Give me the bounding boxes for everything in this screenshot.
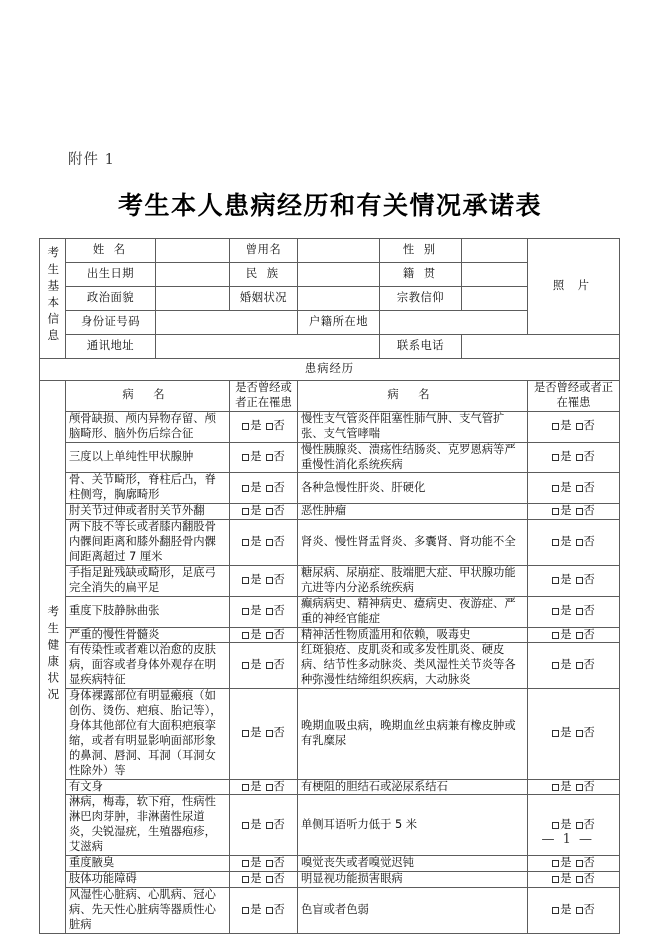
table-row: [40, 504, 620, 520]
table-row: [40, 520, 620, 566]
field-household-location[interactable]: [380, 311, 528, 335]
yes-checkbox[interactable]: [242, 784, 249, 791]
yes-label: 是: [560, 726, 572, 740]
no-checkbox[interactable]: [266, 730, 273, 737]
no-checkbox[interactable]: [576, 784, 583, 791]
yes-checkbox[interactable]: [242, 423, 249, 430]
table-row: [40, 442, 620, 473]
yes-checkbox[interactable]: [552, 632, 559, 639]
no-checkbox[interactable]: [576, 662, 583, 669]
yes-checkbox[interactable]: [552, 423, 559, 430]
yes-checkbox[interactable]: [552, 876, 559, 883]
status-checkbox-group-right[interactable]: [528, 520, 620, 566]
no-label: 否: [273, 480, 285, 494]
no-label: 否: [583, 817, 595, 831]
no-label: 否: [583, 902, 595, 916]
status-checkbox-group-left[interactable]: [230, 627, 298, 643]
no-label: 否: [273, 902, 285, 916]
label-former-name: 曾用名: [230, 239, 298, 263]
disease-name-left: 有传染性或者难以治愈的皮肤病，面容或者身体外观存在明显疾病特征: [66, 643, 230, 689]
status-checkbox-group-left[interactable]: [230, 689, 298, 779]
no-label: 否: [273, 872, 285, 885]
no-checkbox[interactable]: [266, 539, 273, 546]
no-label: 否: [273, 604, 285, 618]
table-row: [40, 795, 620, 856]
yes-label: 是: [560, 817, 572, 831]
yes-label: 是: [250, 604, 262, 618]
status-checkbox-group-right[interactable]: [528, 565, 620, 596]
no-label: 否: [583, 726, 595, 740]
status-checkbox-group-right[interactable]: [528, 689, 620, 779]
basic-info-side-label: 考生基本信息: [40, 239, 66, 359]
no-label: 否: [273, 627, 285, 641]
label-ethnicity: 民 族: [230, 263, 298, 287]
disease-name-left: 三度以上单纯性甲状腺肿: [66, 442, 230, 473]
no-checkbox[interactable]: [576, 577, 583, 584]
disease-name-left: 有文身: [66, 779, 230, 795]
field-native-place[interactable]: [462, 263, 528, 287]
label-contact-phone: 联系电话: [380, 335, 462, 359]
status-checkbox-group-left[interactable]: [230, 887, 298, 933]
no-label: 否: [273, 726, 285, 740]
no-label: 否: [583, 480, 595, 494]
table-row: [40, 335, 620, 359]
no-checkbox[interactable]: [266, 907, 273, 914]
no-checkbox[interactable]: [576, 485, 583, 492]
no-checkbox[interactable]: [266, 662, 273, 669]
yes-label: 是: [250, 535, 262, 549]
yes-checkbox[interactable]: [242, 485, 249, 492]
disease-name-left: 身体裸露部位有明显瘢痕（如创伤、烫伤、疤痕、胎记等），身体其他部位有大面积疤痕挛缩，或者有明显影响面部形象的鼻洞、唇洞、耳洞（耳洞女性除外）等: [66, 689, 230, 779]
table-row: [40, 565, 620, 596]
col-header-status-left: 是否曾经或者正在罹患: [230, 381, 298, 412]
status-checkbox-group-right[interactable]: [528, 779, 620, 795]
disease-name-left: 风湿性心脏病、心肌病、冠心病、先天性心脏病等器质性心脏病: [66, 887, 230, 933]
health-status-side-label: 考生健康状况: [40, 381, 66, 934]
yes-checkbox[interactable]: [552, 577, 559, 584]
no-checkbox[interactable]: [576, 632, 583, 639]
no-checkbox[interactable]: [266, 822, 273, 829]
status-checkbox-group-right[interactable]: [528, 596, 620, 627]
yes-label: 是: [560, 627, 572, 641]
no-label: 否: [583, 604, 595, 618]
table-row: [40, 779, 620, 795]
no-checkbox[interactable]: [266, 454, 273, 461]
label-id-number: 身份证号码: [66, 311, 156, 335]
table-row: [40, 239, 620, 263]
yes-checkbox[interactable]: [552, 907, 559, 914]
disease-name-right: 肾炎、慢性肾盂肾炎、多囊肾、肾功能不全: [298, 520, 528, 566]
no-label: 否: [273, 658, 285, 672]
yes-checkbox[interactable]: [552, 860, 559, 867]
no-checkbox[interactable]: [576, 423, 583, 430]
label-name: 姓 名: [66, 239, 156, 263]
status-checkbox-group-left[interactable]: [230, 596, 298, 627]
no-checkbox[interactable]: [266, 876, 273, 883]
label-household-location: 户籍所在地: [298, 311, 380, 335]
no-checkbox[interactable]: [266, 632, 273, 639]
no-checkbox[interactable]: [576, 608, 583, 615]
page-title: 考生本人患病经历和有关情况承诺表: [117, 191, 542, 220]
no-label: 否: [583, 658, 595, 672]
no-checkbox[interactable]: [576, 860, 583, 867]
status-checkbox-group-right[interactable]: [528, 504, 620, 520]
yes-label: 是: [560, 573, 572, 587]
no-label: 否: [273, 856, 285, 870]
disease-name-right: 癫病病史、精神病史、癔病史、夜游症、严重的神经官能症: [298, 596, 528, 627]
status-checkbox-group-right[interactable]: [528, 643, 620, 689]
table-row: [40, 473, 620, 504]
attachment-label: 附件 1: [68, 152, 115, 168]
table-row: [40, 411, 620, 442]
label-marital-status: 婚姻状况: [230, 287, 298, 311]
no-checkbox[interactable]: [576, 822, 583, 829]
no-label: 否: [583, 450, 595, 464]
no-label: 否: [583, 419, 595, 433]
disease-name-left: 肢体功能障碍: [66, 872, 230, 888]
no-label: 否: [583, 856, 595, 870]
disease-name-left: 两下肢不等长或者膝内翻股骨内髁间距离和膝外翻胫骨内髁间距离超过 7 厘米: [66, 520, 230, 566]
section-band-disease-history: 患病经历: [40, 359, 620, 381]
no-label: 否: [273, 419, 285, 433]
disease-name-right: 晚期血吸虫病，晚期血丝虫病兼有橡皮肿或有乳糜尿: [298, 689, 528, 779]
disease-name-left: 颅骨缺损、颅内异物存留、颅脑畸形、脑外伤后综合征: [66, 411, 230, 442]
disease-name-right: 红斑狼疮、皮肌炎和或多发性肌炎、硬皮病、结节性多动脉炎、类风湿性关节炎等各种弥漫性结缔组织疾病，大动脉炎: [298, 643, 528, 689]
disease-name-right: 嗅觉丧失或者嗅觉迟钝: [298, 856, 528, 872]
no-label: 否: [273, 450, 285, 464]
disease-name-right: 色盲或者色弱: [298, 887, 528, 933]
yes-label: 是: [250, 779, 262, 793]
field-contact-phone[interactable]: [462, 335, 620, 359]
yes-label: 是: [560, 450, 572, 464]
disease-name-left: 淋病，梅毒，软下疳，性病性淋巴肉芽肿，非淋菌性尿道炎，尖锐湿疣，生殖器疱疹，艾滋病: [66, 795, 230, 856]
no-checkbox[interactable]: [266, 577, 273, 584]
yes-label: 是: [250, 480, 262, 494]
field-marital-status[interactable]: [298, 287, 380, 311]
form-table-wrapper: [39, 238, 619, 934]
yes-label: 是: [250, 419, 262, 433]
status-checkbox-group-right[interactable]: [528, 887, 620, 933]
status-checkbox-group-left[interactable]: [230, 856, 298, 872]
status-checkbox-group-right[interactable]: [528, 411, 620, 442]
field-religion[interactable]: [462, 287, 528, 311]
yes-checkbox[interactable]: [242, 577, 249, 584]
yes-checkbox[interactable]: [242, 454, 249, 461]
yes-checkbox[interactable]: [242, 539, 249, 546]
yes-checkbox[interactable]: [552, 485, 559, 492]
yes-checkbox[interactable]: [242, 860, 249, 867]
disease-name-right: 各种急慢性肝炎、肝硬化: [298, 473, 528, 504]
no-label: 否: [273, 504, 285, 518]
disease-name-left: 严重的慢性骨髓炎: [66, 627, 230, 643]
col-header-status-right: 是否曾经或者正在罹患: [528, 381, 620, 412]
disease-name-right: 明显视功能损害眼病: [298, 872, 528, 888]
field-former-name[interactable]: [298, 239, 380, 263]
table-row: [40, 887, 620, 933]
yes-label: 是: [560, 419, 572, 433]
disease-name-right: 糖尿病、尿崩症、肢端肥大症、甲状腺功能亢进等内分泌系统疾病: [298, 565, 528, 596]
no-label: 否: [273, 779, 285, 793]
field-id-number[interactable]: [156, 311, 298, 335]
yes-label: 是: [250, 573, 262, 587]
label-native-place: 籍 贯: [380, 263, 462, 287]
no-checkbox[interactable]: [266, 508, 273, 515]
yes-label: 是: [250, 817, 262, 831]
no-label: 否: [583, 627, 595, 641]
col-header-disease-name-right: 病 名: [298, 381, 528, 412]
status-checkbox-group-left[interactable]: [230, 473, 298, 504]
no-label: 否: [583, 872, 595, 885]
no-label: 否: [273, 573, 285, 587]
status-checkbox-group-right[interactable]: [528, 473, 620, 504]
disease-name-left: 肘关节过伸或者肘关节外翻: [66, 504, 230, 520]
disease-name-right: 慢性支气管炎伴阻塞性肺气肿、支气管扩张、支气管哮喘: [298, 411, 528, 442]
status-checkbox-group-left[interactable]: [230, 872, 298, 888]
table-row: [40, 643, 620, 689]
no-label: 否: [583, 779, 595, 793]
disease-name-right: 慢性胰腺炎、溃疡性结肠炎、克罗恩病等严重慢性消化系统疾病: [298, 442, 528, 473]
disease-name-left: 手指足趾残缺或畸形，足底弓完全消失的扁平足: [66, 565, 230, 596]
no-label: 否: [583, 504, 595, 518]
table-row: [40, 359, 620, 381]
field-ethnicity[interactable]: [298, 263, 380, 287]
label-gender: 性 别: [380, 239, 462, 263]
no-checkbox[interactable]: [266, 423, 273, 430]
no-label: 否: [273, 535, 285, 549]
table-row: [40, 381, 620, 412]
no-checkbox[interactable]: [266, 784, 273, 791]
status-checkbox-group-left[interactable]: [230, 442, 298, 473]
status-checkbox-group-right[interactable]: [528, 442, 620, 473]
yes-checkbox[interactable]: [242, 608, 249, 615]
photo-placeholder[interactable]: 照 片: [528, 239, 620, 335]
table-row: [40, 689, 620, 779]
yes-label: 是: [560, 504, 572, 518]
table-row: [40, 627, 620, 643]
no-checkbox[interactable]: [266, 485, 273, 492]
no-label: 否: [583, 535, 595, 549]
status-checkbox-group-left[interactable]: [230, 411, 298, 442]
applicant-form-table: [39, 238, 620, 934]
yes-checkbox[interactable]: [552, 454, 559, 461]
yes-checkbox[interactable]: [242, 876, 249, 883]
disease-name-right: 单侧耳语听力低于 5 米: [298, 795, 528, 856]
field-name[interactable]: [156, 239, 230, 263]
status-checkbox-group-right[interactable]: [528, 627, 620, 643]
yes-checkbox[interactable]: [242, 508, 249, 515]
disease-name-right: 有梗阻的胆结石或泌尿系结石: [298, 779, 528, 795]
table-row: [40, 872, 620, 888]
table-row: [40, 856, 620, 872]
status-checkbox-group-left[interactable]: [230, 504, 298, 520]
no-checkbox[interactable]: [266, 860, 273, 867]
yes-label: 是: [560, 856, 572, 870]
disease-name-left: 重度腋臭: [66, 856, 230, 872]
label-birth-date: 出生日期: [66, 263, 156, 287]
yes-label: 是: [560, 779, 572, 793]
yes-label: 是: [250, 872, 262, 885]
yes-checkbox[interactable]: [242, 730, 249, 737]
no-checkbox[interactable]: [576, 907, 583, 914]
status-checkbox-group-left[interactable]: [230, 565, 298, 596]
yes-label: 是: [250, 627, 262, 641]
disease-name-left: 重度下肢静脉曲张: [66, 596, 230, 627]
disease-name-right: 精神活性物质滥用和依赖，吸毒史: [298, 627, 528, 643]
yes-checkbox[interactable]: [552, 784, 559, 791]
yes-label: 是: [560, 902, 572, 916]
yes-label: 是: [560, 604, 572, 618]
no-checkbox[interactable]: [266, 608, 273, 615]
no-checkbox[interactable]: [576, 539, 583, 546]
no-label: 否: [273, 817, 285, 831]
field-political-status[interactable]: [156, 287, 230, 311]
yes-label: 是: [250, 658, 262, 672]
yes-label: 是: [560, 480, 572, 494]
yes-checkbox[interactable]: [552, 730, 559, 737]
no-checkbox[interactable]: [576, 508, 583, 515]
yes-checkbox[interactable]: [552, 608, 559, 615]
yes-checkbox[interactable]: [242, 907, 249, 914]
table-row: [40, 596, 620, 627]
col-header-disease-name-left: 病 名: [66, 381, 230, 412]
disease-name-right: 恶性肿瘤: [298, 504, 528, 520]
label-mailing-address: 通讯地址: [66, 335, 156, 359]
yes-checkbox[interactable]: [552, 662, 559, 669]
yes-label: 是: [250, 902, 262, 916]
yes-label: 是: [560, 535, 572, 549]
no-checkbox[interactable]: [576, 454, 583, 461]
field-birth-date[interactable]: [156, 263, 230, 287]
yes-label: 是: [250, 450, 262, 464]
label-political-status: 政治面貌: [66, 287, 156, 311]
yes-checkbox[interactable]: [552, 822, 559, 829]
yes-label: 是: [560, 872, 572, 885]
status-checkbox-group-right[interactable]: [528, 856, 620, 872]
page-number: — 1 —: [541, 832, 594, 847]
no-checkbox[interactable]: [576, 730, 583, 737]
status-checkbox-group-right[interactable]: [528, 872, 620, 888]
field-gender[interactable]: [462, 239, 528, 263]
yes-checkbox[interactable]: [552, 508, 559, 515]
yes-label: 是: [250, 856, 262, 870]
yes-checkbox[interactable]: [242, 632, 249, 639]
status-checkbox-group-left[interactable]: [230, 795, 298, 856]
status-checkbox-group-left[interactable]: [230, 779, 298, 795]
yes-label: 是: [250, 726, 262, 740]
no-checkbox[interactable]: [576, 876, 583, 883]
yes-checkbox[interactable]: [242, 822, 249, 829]
no-label: 否: [583, 573, 595, 587]
status-checkbox-group-left[interactable]: [230, 643, 298, 689]
status-checkbox-group-left[interactable]: [230, 520, 298, 566]
yes-checkbox[interactable]: [242, 662, 249, 669]
label-religion: 宗教信仰: [380, 287, 462, 311]
yes-label: 是: [250, 504, 262, 518]
field-mailing-address[interactable]: [156, 335, 380, 359]
yes-checkbox[interactable]: [552, 539, 559, 546]
yes-label: 是: [560, 658, 572, 672]
disease-name-left: 骨、关节畸形，脊柱后凸，脊柱侧弯，胸廓畸形: [66, 473, 230, 504]
